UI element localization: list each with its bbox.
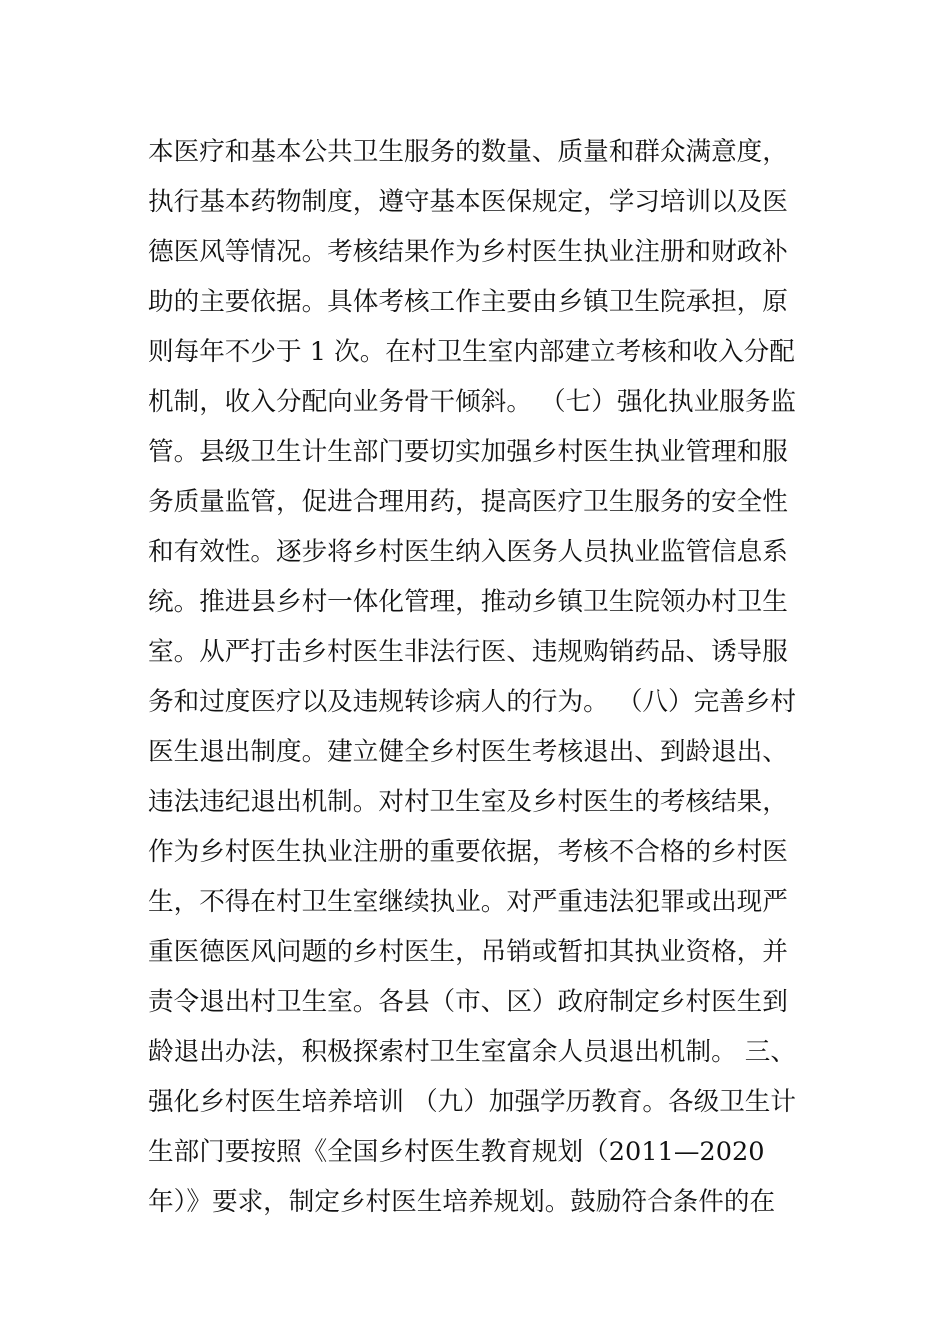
text-line: 强化乡村医生培养培训 （九）加强学历教育。各级卫生计: [148, 1087, 796, 1117]
text-line: 责令退出村卫生室。各县（市、区）政府制定乡村医生到: [148, 987, 788, 1017]
text-line: 执行基本药物制度，遵守基本医保规定，学习培训以及医: [148, 187, 788, 217]
text-line: 德医风等情况。考核结果作为乡村医生执业注册和财政补: [148, 237, 788, 267]
text-line: 龄退出办法，积极探索村卫生室富余人员退出机制。 三、: [148, 1037, 796, 1067]
text-line: 机制，收入分配向业务骨干倾斜。 （七）强化执业服务监: [148, 387, 796, 417]
text-line: 助的主要依据。具体考核工作主要由乡镇卫生院承担，原: [148, 287, 788, 317]
text-line: 统。推进县乡村一体化管理，推动乡镇卫生院领办村卫生: [148, 587, 788, 617]
text-line: 年）》要求，制定乡村医生培养规划。鼓励符合条件的在: [148, 1187, 776, 1217]
text-line: 务质量监管，促进合理用药，提高医疗卫生服务的安全性: [148, 487, 788, 517]
text-line: 务和过度医疗以及违规转诊病人的行为。 （八）完善乡村: [148, 687, 796, 717]
text-line: 则每年不少于 1 次。在村卫生室内部建立考核和收入分配: [148, 337, 795, 367]
text-line: 作为乡村医生执业注册的重要依据，考核不合格的乡村医: [148, 837, 788, 867]
text-line: 本医疗和基本公共卫生服务的数量、质量和群众满意度，: [148, 137, 788, 167]
text-line: 生，不得在村卫生室继续执业。对严重违法犯罪或出现严: [148, 887, 788, 917]
text-line: 和有效性。逐步将乡村医生纳入医务人员执业监管信息系: [148, 537, 788, 567]
text-line: 生部门要按照《全国乡村医生教育规划（2011—2020: [148, 1137, 765, 1167]
text-line: 违法违纪退出机制。对村卫生室及乡村医生的考核结果，: [148, 787, 788, 817]
text-line: 室。从严打击乡村医生非法行医、违规购销药品、诱导服: [148, 637, 788, 667]
body-text: [148, 127, 808, 1227]
text-line: 医生退出制度。建立健全乡村医生考核退出、到龄退出、: [148, 737, 788, 767]
text-line: 管。县级卫生计生部门要切实加强乡村医生执业管理和服: [148, 437, 788, 467]
text-line: 重医德医风问题的乡村医生，吊销或暂扣其执业资格，并: [148, 937, 788, 967]
